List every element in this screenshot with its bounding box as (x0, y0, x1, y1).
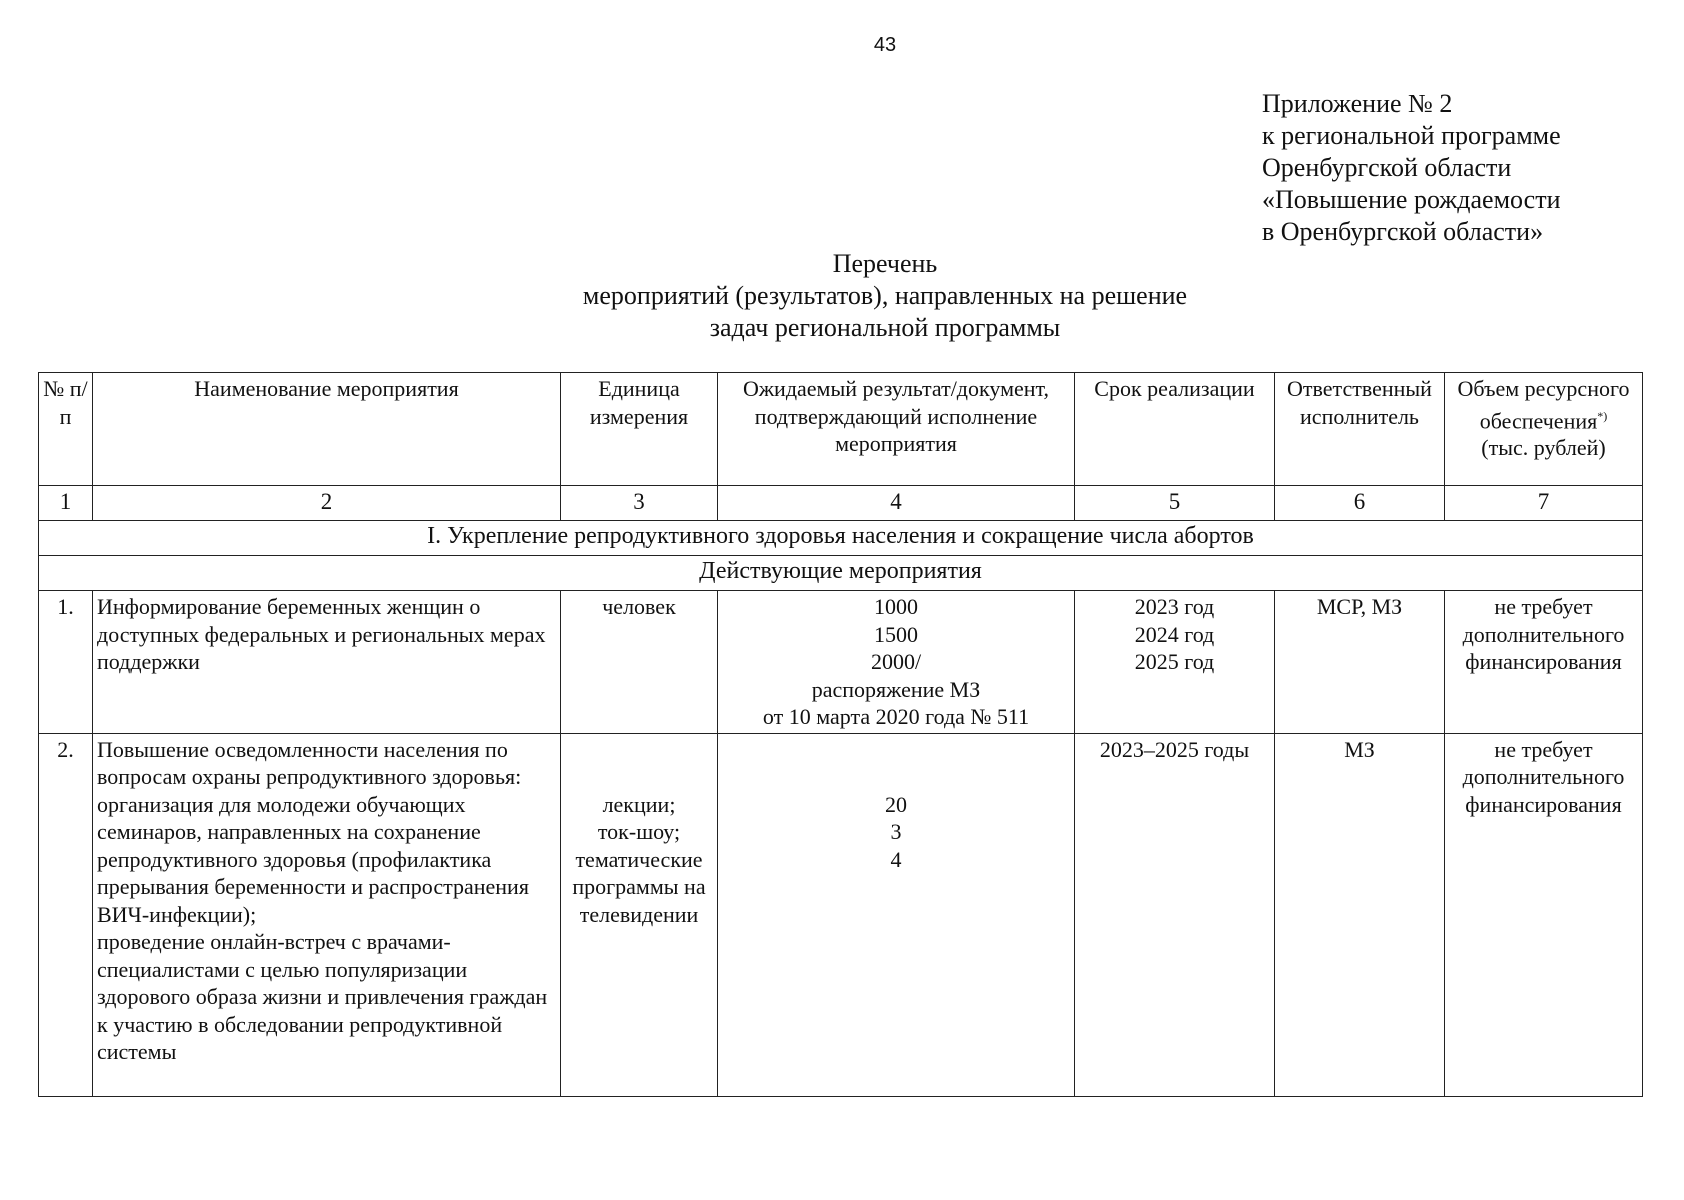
header-num: № п/п (39, 373, 93, 486)
annex-line: Оренбургской области (1262, 153, 1512, 182)
header-responsible: Ответственный исполнитель (1275, 373, 1445, 486)
measures-table (38, 372, 1643, 1097)
result-line: 1500 (874, 621, 918, 647)
row-unit: человек (561, 591, 718, 734)
column-number: 1 (39, 486, 93, 521)
row-responsible: МЗ (1275, 733, 1445, 1096)
row-result (718, 591, 1075, 734)
header-term: Срок реализации (1075, 373, 1275, 486)
title-line: Перечень (832, 249, 938, 278)
annex-line: к региональной программе (1262, 121, 1561, 150)
row-name: Информирование беременных женщин о доступных федеральных и региональных мерах поддержки (93, 591, 561, 734)
annex-line: Приложение № 2 (1262, 89, 1453, 118)
column-number: 5 (1075, 486, 1275, 521)
term-line: 2023 год (1134, 594, 1215, 619)
row-num: 1. (39, 591, 93, 734)
title-line: мероприятий (результатов), направленных на решение (582, 281, 1188, 310)
footnote-mark: *) (1597, 408, 1608, 423)
section-title: I. Укрепление репродуктивного здоровья населения и сокращение числа абортов (39, 521, 1643, 556)
result-line: от 10 марта 2020 года № 511 (762, 704, 1030, 729)
row-responsible: МСР, МЗ (1275, 591, 1445, 734)
result-line: 1000 (874, 594, 918, 619)
spacer (722, 736, 1070, 791)
column-number: 2 (93, 486, 561, 521)
table-header-row (39, 373, 1643, 486)
row-unit (561, 733, 718, 1096)
title-line: задач региональной программы (709, 313, 1061, 342)
row-num: 2. (39, 733, 93, 1096)
unit-line: тематические программы на телевидении (572, 846, 706, 927)
header-result: Ожидаемый результат/документ, подтверждающий исполнение мероприятия (718, 373, 1075, 486)
row-term: 2023–2025 годы (1075, 733, 1275, 1096)
header-name: Наименование мероприятия (93, 373, 561, 486)
column-number: 4 (718, 486, 1075, 521)
name-paragraph: организация для молодежи обучающих семинаров, направленных на сохранение репродуктивного здоровья (профилактика прерывания беременности и распространения ВИЧ-инфекции); (97, 791, 529, 927)
term-line: 2025 год (1134, 649, 1215, 674)
page-number: 43 (873, 34, 897, 56)
result-line: 20 (885, 791, 907, 817)
table-row (39, 591, 1643, 734)
subsection-row (39, 556, 1643, 591)
column-number: 3 (561, 486, 718, 521)
result-line: 4 (890, 846, 902, 872)
unit-line: ток-шоу; (597, 819, 681, 844)
document-title (440, 248, 1330, 344)
header-resources-label: Объем ресурсного обеспечения (1457, 376, 1630, 433)
annex-line: «Повышение рождаемости (1262, 185, 1561, 214)
header-resources (1445, 373, 1643, 486)
subsection-title: Действующие мероприятия (39, 556, 1643, 591)
row-term (1075, 591, 1275, 734)
unit-line: лекции; (602, 791, 676, 817)
name-paragraph: проведение онлайн-встреч с врачами-специалистами с целью популяризации здорового образа жизни и привлечения граждан к участию в обследовании репродуктивной системы (97, 929, 548, 1064)
result-line: 3 (890, 819, 902, 844)
result-line: 2000/ (870, 649, 922, 674)
header-resources-unit: (тыс. рублей) (1481, 435, 1606, 461)
header-unit: Единица измерения (561, 373, 718, 486)
column-number: 7 (1445, 486, 1643, 521)
column-number-row (39, 486, 1643, 521)
row-resources: не требует дополнительного финансирования (1445, 733, 1643, 1096)
row-name (93, 733, 561, 1096)
section-row (39, 521, 1643, 556)
annex-block (1262, 88, 1672, 248)
term-line: 2024 год (1134, 621, 1215, 647)
name-paragraph: Повышение осведомленности населения по вопросам охраны репродуктивного здоровья: (97, 736, 522, 789)
column-number: 6 (1275, 486, 1445, 521)
row-result (718, 733, 1075, 1096)
table-row (39, 733, 1643, 1096)
annex-line: в Оренбургской области» (1262, 217, 1544, 246)
row-resources: не требует дополнительного финансирования (1445, 591, 1643, 734)
spacer (565, 736, 713, 791)
result-line: распоряжение МЗ (811, 676, 981, 702)
